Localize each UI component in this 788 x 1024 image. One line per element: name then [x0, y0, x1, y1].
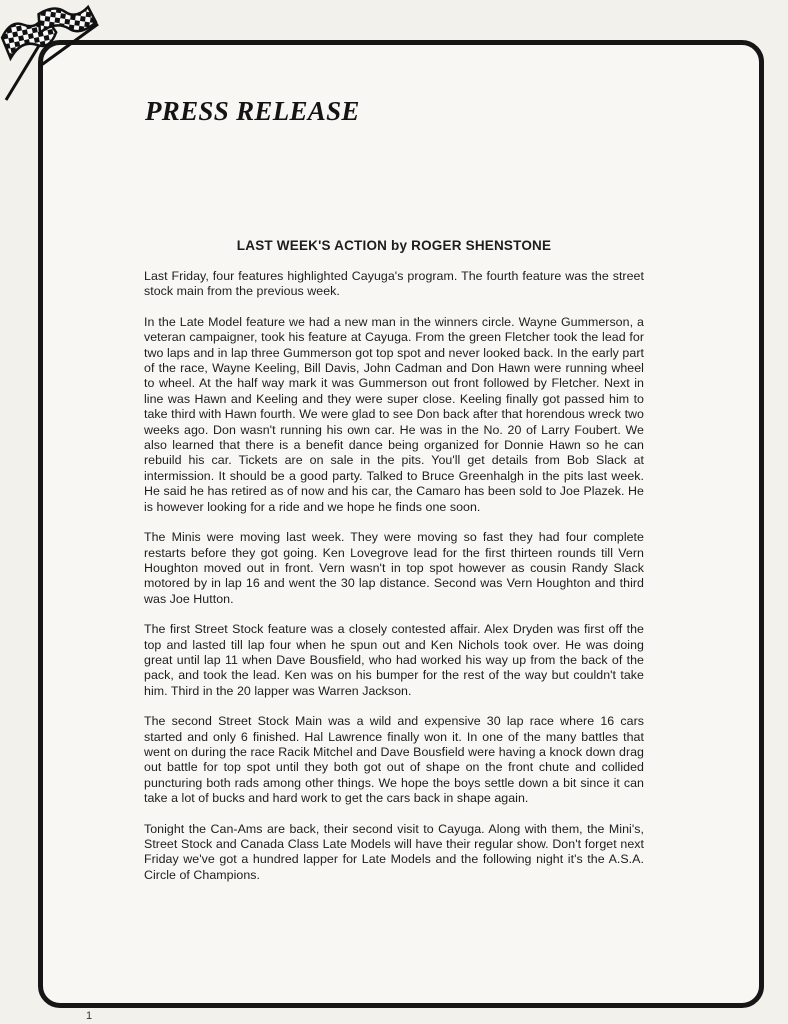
- article-paragraph: The first Street Stock feature was a closely contested affair. Alex Dryden was first off the top and lasted till lap four when he spun out and Ken Nichols took over. He was doing great until lap 11 when Dave Bousfield, who had worked his way up from the back of the pack, and took the lead. Ken was on his bumper for the rest of the way but couldn't take him. Third in the 20 lapper was Warren Jackson.: [144, 622, 644, 698]
- article-paragraph: The second Street Stock Main was a wild and expensive 30 lap race where 16 cars started and only 6 finished. Hal Lawrence finally won it. In one of the many battles that went on during the race Racik Mitchel and Dave Bousfield were having a knock down drag out battle for top spot until they both got out of shape on the front chute and collided puncturing both rads among other things. We hope the boys settle down a bit since it can take a lot of bucks and hard work to get the cars back in shape again.: [144, 714, 644, 806]
- page-number: 1: [86, 1010, 93, 1022]
- article-paragraph: Tonight the Can-Ams are back, their second visit to Cayuga. Along with them, the Mini's, Street Stock and Canada Class Late Models will have their regular show. Don't forget next Friday we've got a hundred lapper for Late Models and the following night it's the A.S.A. Circle of Champions.: [144, 821, 644, 882]
- article-paragraph: In the Late Model feature we had a new man in the winners circle. Wayne Gummerson, a veteran campaigner, took his feature at Cayuga. From the green Fletcher took the lead for two laps and in lap three Gummerson got top spot and never looked back. In the early part of the race, Wayne Keeling, Bill Davis, John Cadman and Don Hawn were running wheel to wheel. At the half way mark it was Gummerson out front followed by Fletcher. Next in line was Hawn and Keeling and they were super close. Keeling finally got passed him to take third with Hawn fourth. We were glad to see Don back after that horendous wreck two weeks ago. Don wasn't running his own car. He was in the No. 20 of Larry Foubert. We also learned that there is a benefit dance being organized for Donnie Hawn so he can rebuild his car. Tickets are on sale in the pits. You'll get details from Bob Slack at intermission. It should be a good party. Talked to Bruce Greenhalgh in the pits last week. He said he has retired as of now and his car, the Camaro has been sold to Joe Plazek. He is however looking for a ride and we hope he finds one soon.: [144, 314, 644, 514]
- checkered-flags-icon: [0, 4, 104, 104]
- page-title: PRESS RELEASE: [145, 96, 360, 126]
- article-body: [144, 269, 644, 898]
- article-paragraph: The Minis were moving last week. They were moving so fast they had four complete restarts before they got going. Ken Lovegrove lead for the first thirteen rounds till Vern Houghton moved out in front. Vern wasn't in top spot however as cousin Randy Slack motored by in lap 16 and went the 30 lap distance. Second was Vern Houghton and third was Joe Hutton.: [144, 530, 644, 606]
- article-paragraph: Last Friday, four features highlighted Cayuga's program. The fourth feature was the street stock main from the previous week.: [144, 269, 644, 299]
- article-heading: LAST WEEK'S ACTION by ROGER SHENSTONE: [236, 238, 552, 253]
